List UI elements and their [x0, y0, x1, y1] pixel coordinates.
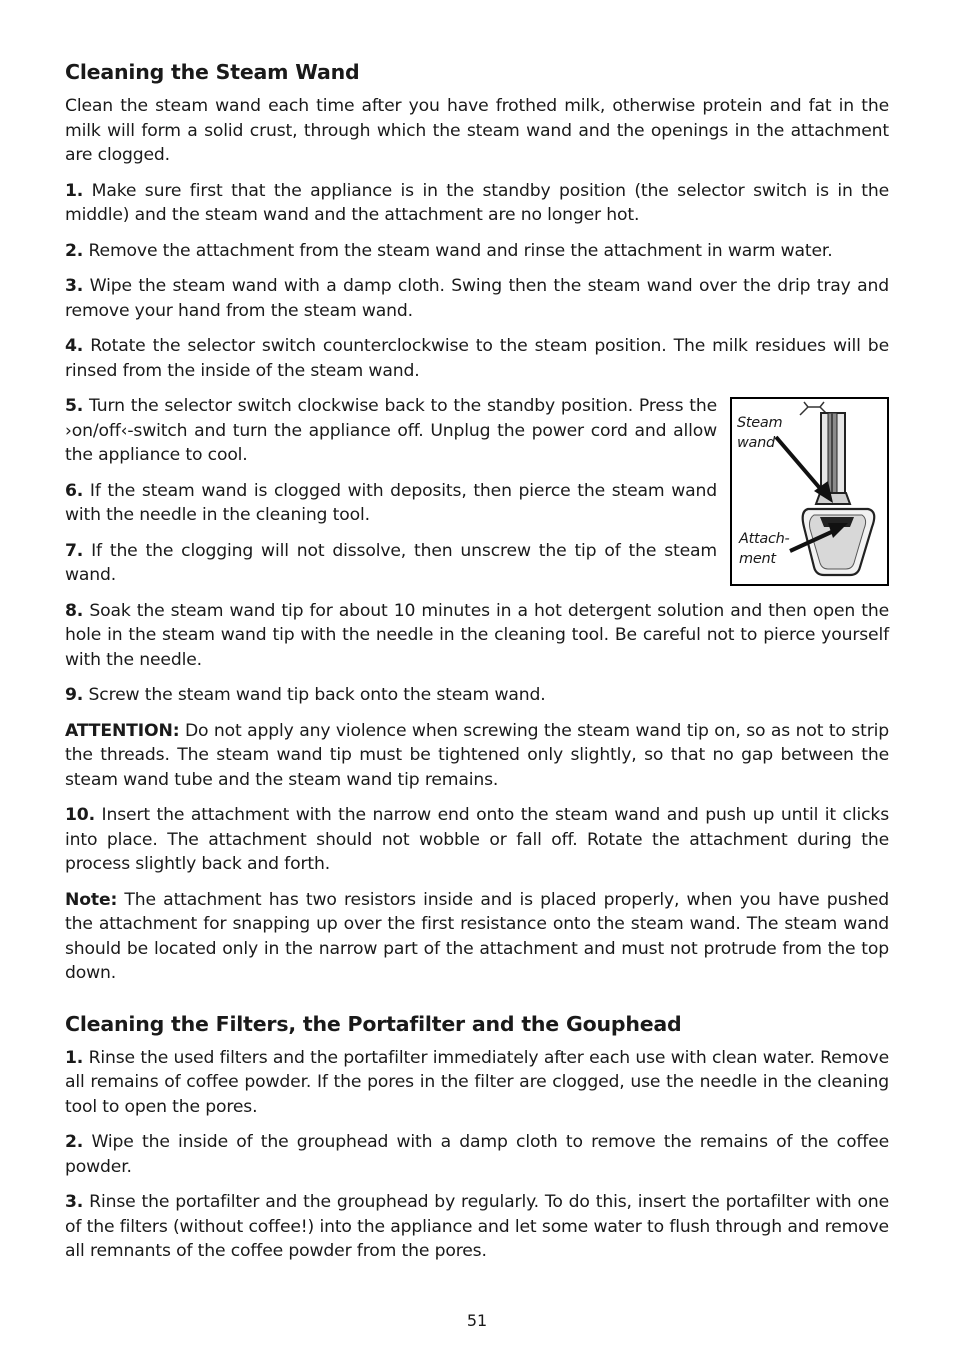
- step-1: [65, 179, 889, 228]
- section-title-filters: Cleaning the Filters, the Portafilter and the Gouphead: [65, 1011, 682, 1036]
- step-text: Make sure first that the appliance is in the standby position (the selector switch is in the middle) and the steam wand and the attachment are no longer hot.: [65, 180, 889, 225]
- attention-label: ATTENTION:: [65, 720, 180, 741]
- step-number: 2.: [65, 240, 84, 261]
- step-text: Wipe the inside of the grouphead with a damp cloth to remove the remains of the coffee powder.: [65, 1132, 889, 1177]
- step-text: Screw the steam wand tip back onto the steam wand.: [83, 685, 546, 705]
- note-paragraph: [65, 888, 889, 986]
- figure-block: [65, 394, 889, 588]
- step-number: 10.: [65, 805, 95, 825]
- step-number: 9.: [65, 685, 84, 705]
- step-5: [65, 394, 717, 468]
- step-4: [65, 334, 889, 383]
- step-text: Rinse the used filters and the portafilter immediately after each use with clean water. Remove all remains of coffee powder. If the pores in the filter are clogged, use the needle in the cleaning tool to open the pores.: [65, 1047, 889, 1117]
- intro-paragraph: Clean the steam wand each time after you have frothed milk, otherwise protein and fat in the milk will form a solid crust, through which the steam wand and the openings in the attachment are clogged.: [65, 96, 889, 165]
- note-label: Note:: [65, 889, 118, 910]
- step-number: 4.: [65, 336, 84, 356]
- step-2: [65, 239, 889, 264]
- label-steam-line2: wand: [737, 435, 775, 451]
- filter-step-1: [65, 1046, 889, 1120]
- label-steam-wand: [737, 413, 782, 453]
- step-number: 8.: [65, 600, 84, 621]
- step-7: [65, 539, 717, 588]
- step-number: 7.: [65, 540, 84, 561]
- step-text: Turn the selector switch clockwise back to the standby position. Press the ›on/off‹-switch and turn the appliance off. Unplug the power cord and allow the appliance to cool.: [65, 396, 717, 465]
- manual-page: [65, 60, 889, 1275]
- arrow-steam-wand: [776, 437, 824, 493]
- step-9: [65, 683, 889, 708]
- step-8: [65, 599, 889, 673]
- step-number: 3.: [65, 276, 84, 296]
- step-number: 3.: [65, 1192, 84, 1212]
- step-text: If the steam wand is clogged with deposits, then pierce the steam wand with the needle in the cleaning tool.: [65, 480, 717, 525]
- label-attach-line2: ment: [739, 551, 776, 567]
- section-title-steam-wand: Cleaning the Steam Wand: [65, 60, 360, 84]
- figure-side-text: [65, 394, 717, 588]
- attention-text: Do not apply any violence when screwing the steam wand tip on, so as not to strip the threads. The steam wand tip must be tightened only slightly, so that no gap between the steam wand tube and the steam wand tip remains.: [65, 720, 889, 790]
- step-6: [65, 479, 717, 528]
- step-number: 1.: [65, 180, 84, 201]
- attention-paragraph: [65, 719, 889, 793]
- filter-step-3: [65, 1190, 889, 1264]
- label-steam-line1: Steam: [737, 415, 783, 431]
- step-text: Wipe the steam wand with a damp cloth. Swing then the steam wand over the drip tray and remove your hand from the steam wand.: [65, 276, 889, 321]
- step-3: [65, 274, 889, 323]
- step-number: 6.: [65, 480, 84, 501]
- note-text: The attachment has two resistors inside and is placed properly, when you have pushed the attachment for snapping up over the first resistance onto the steam wand. The steam wand should be located only in the narrow part of the attachment and must not protrude from the top down.: [65, 889, 889, 983]
- page-number: 51: [466, 1311, 488, 1330]
- step-text: Rinse the portafilter and the grouphead by regularly. To do this, insert the portafilter with one of the filters (without coffee!) into the appliance and let some water to flush through and remove all remnants of the coffee powder from the pores.: [65, 1192, 889, 1261]
- step-10: [65, 803, 889, 877]
- label-attach-line1: Attach-: [739, 531, 790, 547]
- step-number: 1.: [65, 1047, 84, 1068]
- steam-wand-illustration: [730, 397, 889, 586]
- step-text: Soak the steam wand tip for about 10 minutes in a hot detergent solution and then open the hole in the steam wand tip with the needle in the cleaning tool. Be careful not to pierce yourself with the needle.: [65, 600, 889, 670]
- filter-step-2: [65, 1130, 889, 1179]
- step-number: 2.: [65, 1132, 84, 1152]
- step-text: Insert the attachment with the narrow end onto the steam wand and push up until it clicks into place. The attachment should not wobble or fall off. Rotate the attachment during the process slightly back and forth.: [65, 805, 889, 874]
- step-number: 5.: [65, 396, 84, 416]
- step-text: Remove the attachment from the steam wand and rinse the attachment in warm water.: [83, 240, 833, 261]
- step-text: If the the clogging will not dissolve, then unscrew the tip of the steam wand.: [65, 540, 717, 585]
- step-text: Rotate the selector switch counterclockwise to the steam position. The milk residues will be rinsed from the inside of the steam wand.: [65, 336, 889, 381]
- label-attachment: [739, 529, 789, 569]
